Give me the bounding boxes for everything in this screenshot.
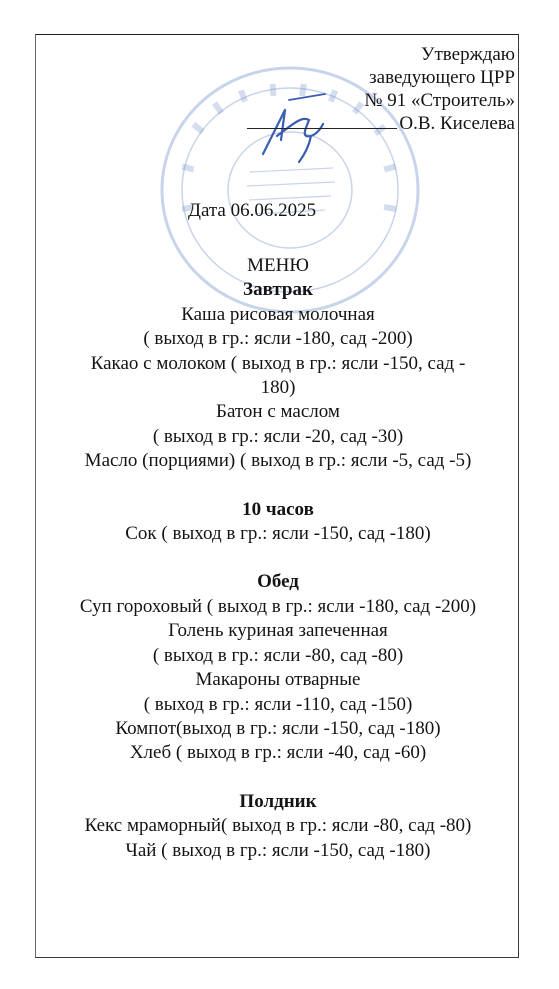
menu-item: Хлеб ( выход в гр.: ясли -40, сад -60) (129, 742, 427, 764)
section-gap (36, 474, 520, 498)
menu-item: Сок ( выход в гр.: ясли -150, сад -180) (125, 523, 431, 545)
approval-line-2: заведующего ЦРР (369, 67, 515, 88)
menu-item: ( выход в гр.: ясли -80, сад -80) (152, 644, 404, 666)
menu-item: ( выход в гр.: ясли -20, сад -30) (152, 425, 404, 447)
signature-line (247, 112, 397, 129)
section-gap (36, 546, 520, 570)
menu-item: Кекс мраморный( выход в гр.: ясли -80, сад -80) (84, 815, 472, 837)
menu-title: МЕНЮ (247, 255, 309, 276)
meal-title-lunch: Обед (257, 571, 299, 593)
menu-item: Компот(выход в гр.: ясли -150, сад -180) (115, 717, 441, 739)
section-gap (36, 766, 520, 790)
menu-item: Голень куриная запеченная (168, 620, 388, 642)
menu-item: Батон с маслом (216, 401, 340, 423)
meal-title-ten: 10 часов (242, 498, 314, 520)
menu-item: Масло (порциями) ( выход в гр.: ясли -5, сад -5) (84, 450, 472, 472)
approval-line-1: Утверждаю (421, 44, 515, 65)
menu-item: Чай ( выход в гр.: ясли -150, сад -180) (125, 839, 431, 861)
menu-item: Макароны отварные (195, 669, 361, 691)
menu-item: 180) (260, 377, 296, 399)
menu-item: ( выход в гр.: ясли -180, сад -200) (143, 328, 413, 350)
approval-line-3: № 91 «Строитель» (364, 90, 515, 111)
signer-name: О.В. Киселева (399, 113, 515, 134)
menu-item: Каша рисовая молочная (181, 303, 375, 325)
approval-block (247, 43, 515, 135)
menu-item: Какао с молоком ( выход в гр.: ясли -150, сад - (90, 352, 466, 374)
menu-item: Суп гороховый ( выход в гр.: ясли -180, сад -200) (79, 595, 477, 617)
menu-content (36, 254, 520, 863)
meal-title-breakfast: Завтрак (243, 279, 313, 301)
signer-row (247, 112, 515, 135)
menu-item: ( выход в гр.: ясли -110, сад -150) (143, 693, 413, 715)
menu-date: Дата 06.06.2025 (188, 200, 317, 221)
meal-title-snack: Полдник (239, 790, 317, 812)
